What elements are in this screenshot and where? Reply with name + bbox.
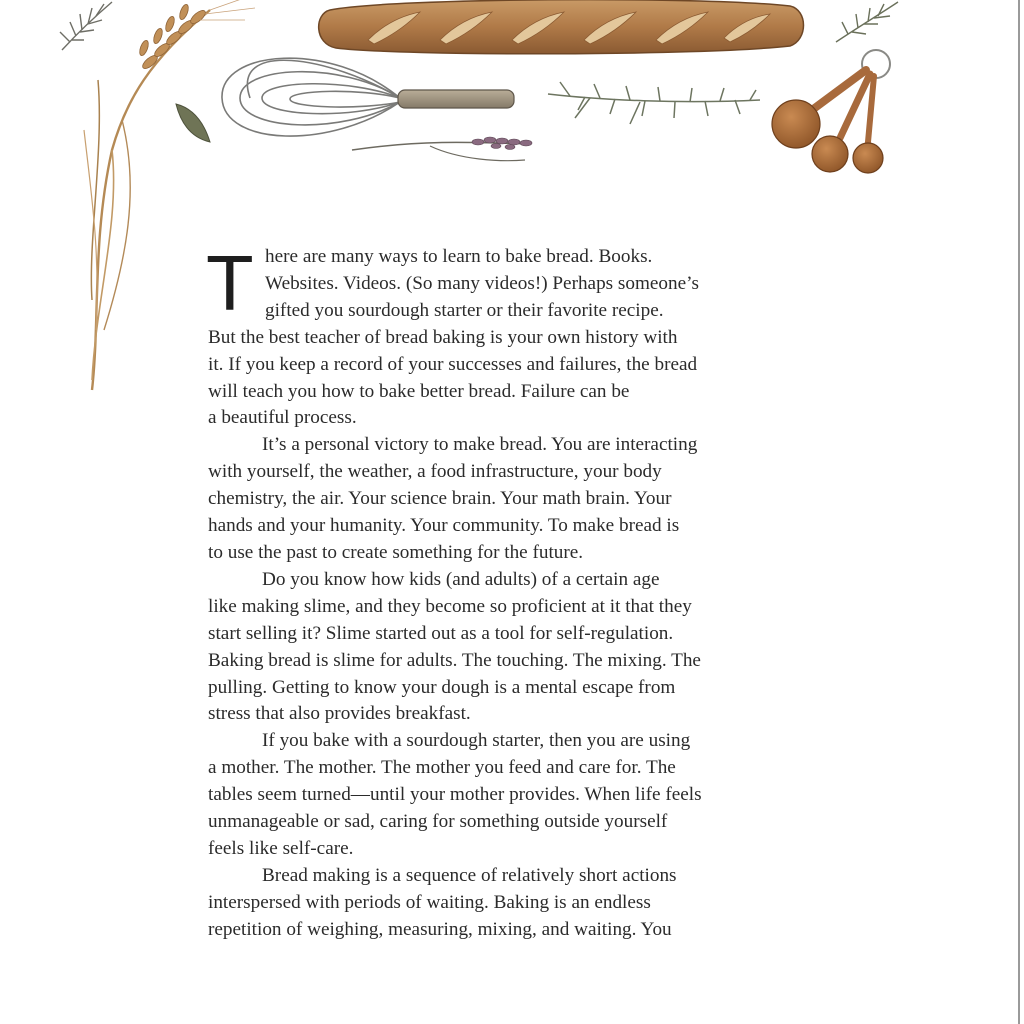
lavender-sprig-icon bbox=[352, 137, 532, 161]
page-edge bbox=[1018, 0, 1020, 1024]
text-line: a beautiful process. bbox=[208, 407, 357, 429]
text-line: hands and your humanity. Your community. To make bread is bbox=[208, 515, 680, 537]
text-line: gifted you sourdough starter or their favorite recipe. bbox=[265, 299, 664, 321]
text-line: with yourself, the weather, a food infrastructure, your body bbox=[208, 461, 662, 483]
text-line: But the best teacher of bread baking is your own history with bbox=[208, 326, 678, 348]
text-line: here are many ways to learn to bake bread. Books. bbox=[265, 246, 653, 267]
text-line: a mother. The mother. The mother you feed and care for. The bbox=[208, 757, 676, 779]
paragraph-1 bbox=[206, 239, 808, 432]
text-line: unmanageable or sad, caring for something outside yourself bbox=[208, 811, 668, 833]
paragraph-2 bbox=[208, 432, 808, 567]
herb-sprig-icon bbox=[836, 2, 898, 42]
text-line: Baking bread is slime for adults. The touching. The mixing. The bbox=[208, 649, 701, 671]
text-line: like making slime, and they become so proficient at it that they bbox=[208, 595, 692, 617]
text-line: tables seem turned—until your mother provides. When life feels bbox=[208, 784, 702, 806]
text-line: it. If you keep a record of your successes and failures, the bread bbox=[208, 353, 698, 375]
text-line: It’s a personal victory to make bread. You are interacting bbox=[262, 434, 698, 456]
text-line: will teach you how to bake better bread. Failure can be bbox=[208, 380, 630, 402]
text-line: feels like self-care. bbox=[208, 837, 354, 859]
rosemary-sprig-icon bbox=[548, 82, 760, 124]
whisk-icon bbox=[222, 58, 514, 136]
text-line: Websites. Videos. (So many videos!) Perhaps someone’s bbox=[265, 272, 699, 294]
text-line: pulling. Getting to know your dough is a mental escape from bbox=[208, 676, 676, 698]
article-body bbox=[206, 239, 808, 944]
paragraph-3 bbox=[208, 567, 808, 728]
measuring-spoons-icon bbox=[772, 50, 890, 173]
text-line: If you bake with a sourdough starter, then you are using bbox=[262, 730, 691, 752]
drop-cap: T bbox=[206, 239, 254, 327]
paragraph-5 bbox=[208, 863, 808, 944]
fern-sprig-icon bbox=[60, 2, 112, 50]
text-line: interspersed with periods of waiting. Baking is an endless bbox=[208, 891, 651, 913]
text-line: to use the past to create something for the future. bbox=[208, 541, 584, 563]
text-line: Do you know how kids (and adults) of a certain age bbox=[262, 568, 660, 590]
text-line: Bread making is a sequence of relatively short actions bbox=[262, 864, 677, 886]
paragraph-4 bbox=[208, 728, 808, 863]
text-line: chemistry, the air. Your science brain. Your math brain. Your bbox=[208, 488, 672, 510]
leaf-icon bbox=[176, 104, 210, 142]
baguette-icon bbox=[319, 0, 804, 54]
text-line: stress that also provides breakfast. bbox=[208, 703, 471, 725]
text-line: repetition of weighing, measuring, mixing, and waiting. You bbox=[208, 918, 672, 940]
text-line: start selling it? Slime started out as a tool for self-regulation. bbox=[208, 622, 674, 644]
